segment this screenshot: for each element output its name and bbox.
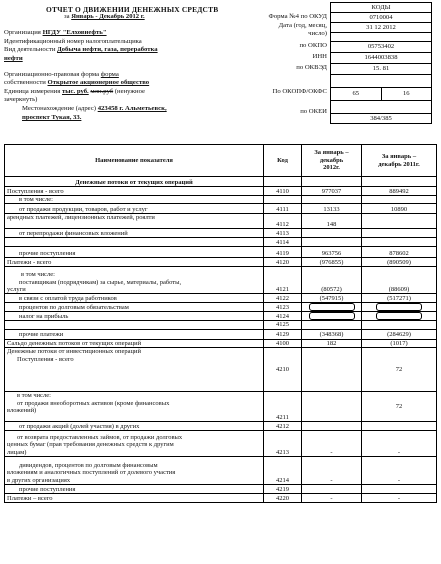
row-current: 13133 (302, 204, 362, 214)
legal-row (4, 71, 119, 79)
unit-label: Единица измерения (4, 88, 61, 95)
period-prefix: за (64, 13, 70, 20)
table-row (5, 312, 437, 321)
report-period (64, 13, 145, 20)
row-name: Платежи – всего (5, 494, 264, 503)
section-title: Денежные потоки от текущих операций (5, 177, 264, 187)
row-current: (80572) (302, 267, 362, 294)
row-name: арендных платежей, лицензионных платежей, роялти (5, 214, 264, 229)
col-name: Наименование показателя (5, 145, 264, 177)
legal-value-2: Открытое акционерное общество (47, 79, 150, 86)
table-row (5, 303, 437, 312)
unit-alt: млн.руб (90, 88, 114, 95)
codes-heading: КОДЫ (331, 3, 431, 13)
row-name: прочие поступления (5, 485, 264, 494)
row-code: 4122 (264, 294, 302, 303)
table-row (5, 267, 437, 294)
row-code: 4120 (264, 258, 302, 267)
table-row (5, 422, 437, 431)
row-current: 182 (302, 339, 362, 347)
org-label: Организация (4, 29, 41, 36)
row-code: 4112 (264, 214, 302, 229)
table-row (5, 329, 437, 339)
blank-cell (331, 75, 431, 88)
table-row (5, 294, 437, 303)
row-name-1: дивидендов, процентов по долговым финансовым (19, 462, 158, 469)
okopf-value (331, 88, 431, 101)
activity-value-1: Добыча нефти, газа, переработка (57, 46, 158, 53)
legal-label: Организационно-правовая форма (4, 71, 100, 78)
row-code: 4110 (264, 187, 302, 196)
section-row (5, 177, 437, 187)
row-current: - (302, 457, 362, 485)
table-row (5, 196, 437, 204)
table-row (5, 457, 437, 485)
org-row (4, 29, 107, 37)
inn-value: 1644003838 (331, 53, 431, 64)
legal-row-2 (4, 79, 149, 87)
table-row (5, 431, 437, 457)
col-prev-2: декабрь 2011г. (378, 160, 420, 168)
okopf-label: По ОКОПФ/ОКФС (272, 88, 327, 95)
row-name-2: от продажи внеоборотных активов (кроме финансовых (17, 399, 170, 407)
row-current: 148 (302, 214, 362, 229)
row-name: от перепродажи финансовых вложений (5, 229, 264, 238)
okopf-value-1: 65 (352, 90, 360, 97)
row-name (5, 457, 264, 485)
row-name-2: вложениям и аналогичных поступлений от долевого участия (7, 469, 176, 477)
col-code: Код (264, 145, 302, 177)
legal-label-2: собственности (4, 79, 46, 86)
bracket-field (376, 312, 422, 320)
row-name-3: услуги (7, 286, 26, 293)
row-code: 4214 (264, 457, 302, 485)
row-name: Платежи - всего (5, 258, 264, 267)
table-row (5, 348, 437, 392)
bracket-field (309, 312, 355, 320)
row-previous: 72 (362, 348, 437, 392)
table-row (5, 247, 437, 258)
org-value: НГДУ "Елховнефть" (42, 29, 107, 36)
okved-value: 15. 81 (331, 64, 431, 75)
date-spacer (331, 33, 431, 42)
unit-note-2: зачеркнуть) (4, 96, 38, 103)
table-row (5, 392, 437, 422)
table-row (5, 229, 437, 238)
row-name: прочие поступления (5, 247, 264, 258)
row-current: - (302, 494, 362, 503)
table-row (5, 258, 437, 267)
row-code: 4100 (264, 339, 302, 347)
empty-bracket-cell (302, 312, 362, 321)
okopf-value-2: 16 (381, 88, 432, 100)
location-value-2: проспект Тукая, 33. (22, 114, 82, 121)
row-previous: - (362, 457, 437, 485)
row-previous: (1017) (362, 339, 437, 347)
row-code: 4210 (264, 348, 302, 392)
date-value: 31 12 2012 (331, 23, 431, 33)
row-code: 4211 (264, 392, 302, 422)
section-title: Денежные потоки от инвестиционных операций (7, 348, 141, 356)
okei-label: по ОКЕИ (300, 108, 327, 115)
row-current: 977037 (302, 187, 362, 196)
row-name: в связи с оплатой труда работников (5, 294, 264, 303)
row-code: 4124 (264, 312, 302, 321)
empty-bracket-cell (302, 303, 362, 312)
row-name-3: в других организациях (7, 476, 71, 484)
form-value: 0710004 (331, 13, 431, 23)
row-previous: 878602 (362, 247, 437, 258)
row-previous: - (362, 431, 437, 457)
row-code: 4219 (264, 485, 302, 494)
date-label-2: число) (308, 30, 327, 37)
col-current (302, 145, 362, 177)
unit-row (4, 88, 145, 96)
row-name (5, 267, 264, 294)
row-previous: 889492 (362, 187, 437, 196)
row-current: (348368) (302, 329, 362, 339)
unit-note-1: (ненужное (114, 88, 146, 95)
row-code: 4129 (264, 329, 302, 339)
activity-row (4, 46, 158, 54)
row-code: 4220 (264, 494, 302, 503)
row-code: 4125 (264, 321, 302, 329)
row-code: 4123 (264, 303, 302, 312)
row-name-2: ценных бумаг (прав требования денежных средств к другим (7, 441, 174, 449)
row-name: от продажи продукции, товаров, работ и услуг (5, 204, 264, 214)
row-current: - (302, 431, 362, 457)
row-name: от продажи акций (долей участия) в других (5, 422, 264, 431)
row-current: (547915) (302, 294, 362, 303)
table-row (5, 187, 437, 196)
row-name-1: в том числе: (17, 392, 51, 400)
row-code: 4114 (264, 238, 302, 247)
okpo-label: по ОКПО (299, 42, 327, 49)
row-name: прочие платежи (5, 329, 264, 339)
row-current: (976855) (302, 258, 362, 267)
col-cur-1: За январь – (314, 149, 349, 157)
row-name: в том числе: (5, 196, 264, 204)
row-code: 4212 (264, 422, 302, 431)
row-name-3: вложений) (7, 407, 37, 415)
okved-label: по ОКВЭД (296, 64, 327, 71)
table-row (5, 204, 437, 214)
table-row (5, 339, 437, 347)
row-name: налог на прибыль (5, 312, 264, 321)
unit-value: тыс. руб. (62, 88, 89, 95)
activity-row-2 (4, 55, 23, 63)
table-row (5, 485, 437, 494)
location-label: Местонахождение (адрес) (22, 105, 97, 112)
table-row (5, 238, 437, 247)
row-name-1: в том числе: (21, 271, 55, 279)
row-name-3: лицам) (7, 448, 27, 456)
empty-bracket-cell (362, 303, 437, 312)
col-prev-1: За январь – (381, 153, 417, 161)
empty-bracket-cell (362, 312, 437, 321)
row-name-1: Поступления - всего (17, 355, 74, 363)
okei-value: 384/385 (370, 115, 392, 122)
row-previous: (890509) (362, 258, 437, 267)
row-code: 4119 (264, 247, 302, 258)
okpo-value: 05753402 (331, 42, 431, 53)
location-row-2 (22, 114, 81, 122)
row-code: 4121 (264, 267, 302, 294)
row-previous: - (362, 494, 437, 503)
row-previous: (284629) (362, 329, 437, 339)
col-cur-3: 2012г. (323, 164, 340, 172)
table-row (5, 321, 437, 329)
location-row (22, 105, 167, 113)
row-previous: 10890 (362, 204, 437, 214)
activity-value-2: нефти (4, 55, 23, 62)
period-value: Январь - Декабрь 2012 г. (71, 13, 145, 20)
row-code: 4111 (264, 204, 302, 214)
table-header (5, 145, 437, 177)
report-title: ОТЧЕТ О ДВИЖЕНИИ ДЕНЕЖНЫХ СРЕДСТВ (46, 5, 219, 14)
row-previous: (517271) (362, 294, 437, 303)
row-current: 963756 (302, 247, 362, 258)
table-row (5, 494, 437, 503)
bracket-field (309, 303, 355, 311)
row-name: Поступления - всего (5, 187, 264, 196)
row-name-1: от возврата предоставленных займов, от продажи долговых (17, 434, 183, 441)
row-name (5, 348, 264, 392)
inn-label: ИНН (312, 53, 327, 60)
table-row (5, 214, 437, 229)
row-previous: (88609) (362, 267, 437, 294)
date-label-1: Дата (год, месяц, (278, 22, 327, 29)
row-name: Сальдо денежных потоков от текущих операций (5, 339, 264, 347)
row-code: 4113 (264, 229, 302, 238)
legal-value-1: форма (100, 71, 119, 78)
blank-cell-2 (331, 101, 431, 114)
row-name-2: поставщикам (подрядчикам) за сырье, материалы, работы, (19, 278, 182, 286)
row-code: 4213 (264, 431, 302, 457)
col-previous (362, 145, 437, 177)
row-name (5, 392, 264, 422)
row-name (5, 431, 264, 457)
taxid-label: Идентификационный номер налогоплательщика (4, 38, 142, 45)
activity-label: Вид деятельности (4, 46, 56, 53)
codes-box (330, 2, 432, 124)
bracket-field (376, 303, 422, 311)
form-label: Форма №4 по ОКУД (268, 13, 327, 20)
row-previous: 72 (362, 392, 437, 422)
location-value-1: 423458 г. Альметьевск, (97, 105, 167, 112)
col-cur-2: декабрь (319, 156, 344, 164)
row-name: процентов по долговым обязательствам (5, 303, 264, 312)
cashflow-table (4, 144, 437, 503)
